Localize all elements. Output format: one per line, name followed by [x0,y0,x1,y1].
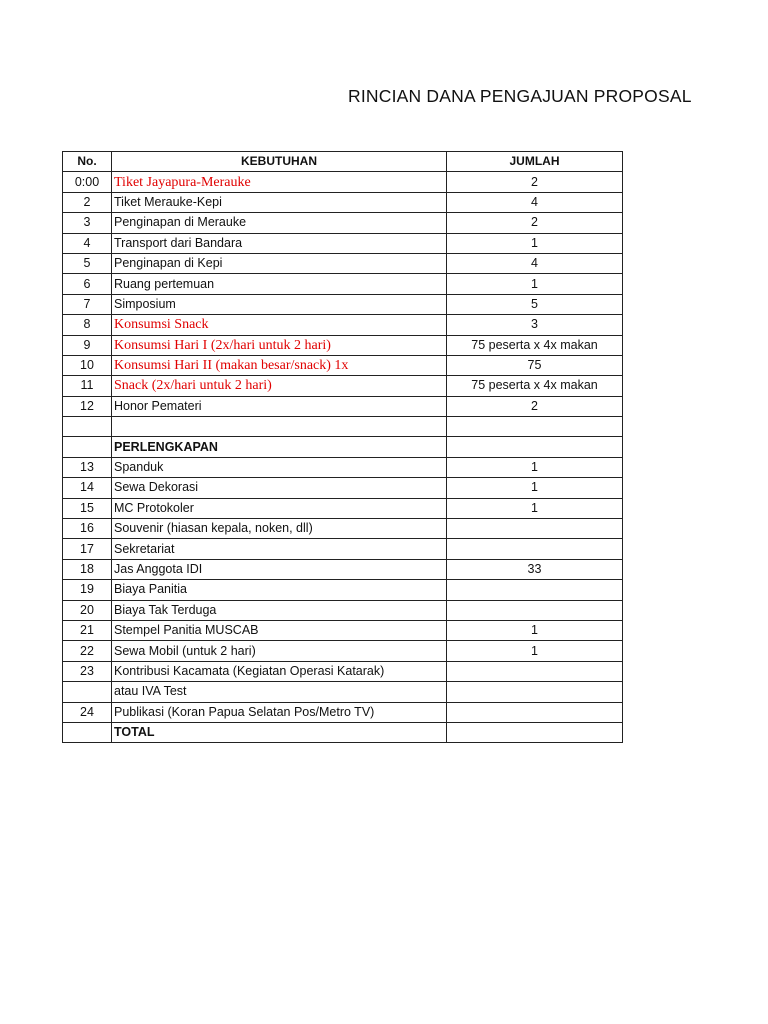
row-number-cell: 22 [63,641,112,661]
table-row [63,478,623,498]
row-item-cell: atau IVA Test [112,682,447,702]
row-quantity-cell: 4 [447,253,623,273]
row-quantity-cell: 75 [447,355,623,375]
row-number-cell: 21 [63,620,112,640]
table-row [63,253,623,273]
row-item-cell: Sewa Mobil (untuk 2 hari) [112,641,447,661]
table-row [63,437,623,457]
row-number-cell: 19 [63,580,112,600]
table-row [63,519,623,539]
row-number-cell: 5 [63,253,112,273]
row-item-cell: Ruang pertemuan [112,274,447,294]
table-row [63,682,623,702]
row-item-cell: Kontribusi Kacamata (Kegiatan Operasi Katarak) [112,661,447,681]
row-item-cell: Stempel Panitia MUSCAB [112,620,447,640]
row-item-cell: Transport dari Bandara [112,233,447,253]
table-row [63,457,623,477]
table-row [63,274,623,294]
row-number-cell: 17 [63,539,112,559]
table-row [63,294,623,314]
table-row [63,233,623,253]
row-number-cell: 24 [63,702,112,722]
table-row [63,661,623,681]
table-row [63,355,623,375]
table-row [63,315,623,335]
row-quantity-cell: 3 [447,315,623,335]
row-quantity-cell [447,539,623,559]
table-row [63,620,623,640]
row-item-cell: Konsumsi Snack [112,315,447,335]
row-number-cell: 23 [63,661,112,681]
row-item-cell: Tiket Jayapura-Merauke [112,172,447,192]
row-item-cell: MC Protokoler [112,498,447,518]
row-number-cell: 4 [63,233,112,253]
row-number-cell: 7 [63,294,112,314]
row-item-cell: Sewa Dekorasi [112,478,447,498]
row-quantity-cell: 4 [447,192,623,212]
row-quantity-cell: 2 [447,213,623,233]
row-quantity-cell [447,519,623,539]
table-row [63,600,623,620]
row-item-cell: Jas Anggota IDI [112,559,447,579]
row-quantity-cell [447,580,623,600]
table-row [63,641,623,661]
row-item-cell: Biaya Panitia [112,580,447,600]
row-item-cell: Snack (2x/hari untuk 2 hari) [112,376,447,396]
row-number-cell [63,417,112,437]
row-quantity-cell: 2 [447,172,623,192]
table-row [63,335,623,355]
row-number-cell: 9 [63,335,112,355]
document-title: RINCIAN DANA PENGAJUAN PROPOSAL [348,86,692,106]
row-number-cell: 18 [63,559,112,579]
row-item-cell: Spanduk [112,457,447,477]
row-item-cell: Simposium [112,294,447,314]
row-quantity-cell: 1 [447,457,623,477]
table-row [63,396,623,416]
header-kebutuhan: KEBUTUHAN [112,152,447,172]
row-item-cell: Penginapan di Kepi [112,253,447,273]
row-number-cell: 20 [63,600,112,620]
table-row [63,172,623,192]
row-number-cell: 12 [63,396,112,416]
row-item-cell: Tiket Merauke-Kepi [112,192,447,212]
row-quantity-cell: 5 [447,294,623,314]
row-number-cell: 0:00 [63,172,112,192]
row-number-cell: 8 [63,315,112,335]
row-quantity-cell [447,682,623,702]
row-number-cell: 15 [63,498,112,518]
row-number-cell [63,682,112,702]
row-item-cell [112,417,447,437]
row-quantity-cell: 75 peserta x 4x makan [447,335,623,355]
row-item-cell: Publikasi (Koran Papua Selatan Pos/Metro TV) [112,702,447,722]
table-row [63,722,623,742]
row-number-cell: 6 [63,274,112,294]
row-quantity-cell [447,417,623,437]
table-row [63,539,623,559]
table-row [63,192,623,212]
row-item-cell: Biaya Tak Terduga [112,600,447,620]
row-quantity-cell [447,437,623,457]
row-number-cell: 10 [63,355,112,375]
row-number-cell: 2 [63,192,112,212]
row-quantity-cell: 1 [447,478,623,498]
row-quantity-cell: 1 [447,641,623,661]
row-item-cell: Honor Pemateri [112,396,447,416]
row-item-cell: Souvenir (hiasan kepala, noken, dll) [112,519,447,539]
row-quantity-cell: 1 [447,498,623,518]
row-number-cell: 13 [63,457,112,477]
row-item-cell: PERLENGKAPAN [112,437,447,457]
row-quantity-cell: 75 peserta x 4x makan [447,376,623,396]
row-quantity-cell: 1 [447,620,623,640]
row-quantity-cell: 33 [447,559,623,579]
header-no: No. [63,152,112,172]
table-row [63,702,623,722]
row-quantity-cell: 1 [447,274,623,294]
table-row [63,417,623,437]
row-quantity-cell: 1 [447,233,623,253]
row-number-cell: 16 [63,519,112,539]
row-number-cell: 14 [63,478,112,498]
row-item-cell: TOTAL [112,722,447,742]
row-quantity-cell [447,722,623,742]
table-row [63,376,623,396]
row-number-cell [63,722,112,742]
row-item-cell: Sekretariat [112,539,447,559]
row-quantity-cell [447,661,623,681]
table-row [63,559,623,579]
row-number-cell [63,437,112,457]
row-quantity-cell [447,702,623,722]
table-row [63,498,623,518]
row-item-cell: Konsumsi Hari I (2x/hari untuk 2 hari) [112,335,447,355]
row-quantity-cell [447,600,623,620]
row-item-cell: Konsumsi Hari II (makan besar/snack) 1x [112,355,447,375]
row-number-cell: 11 [63,376,112,396]
table-row [63,213,623,233]
header-jumlah: JUMLAH [447,152,623,172]
table-row [63,580,623,600]
row-item-cell: Penginapan di Merauke [112,213,447,233]
row-quantity-cell: 2 [447,396,623,416]
budget-table [62,151,623,743]
table-header-row [63,152,623,172]
row-number-cell: 3 [63,213,112,233]
